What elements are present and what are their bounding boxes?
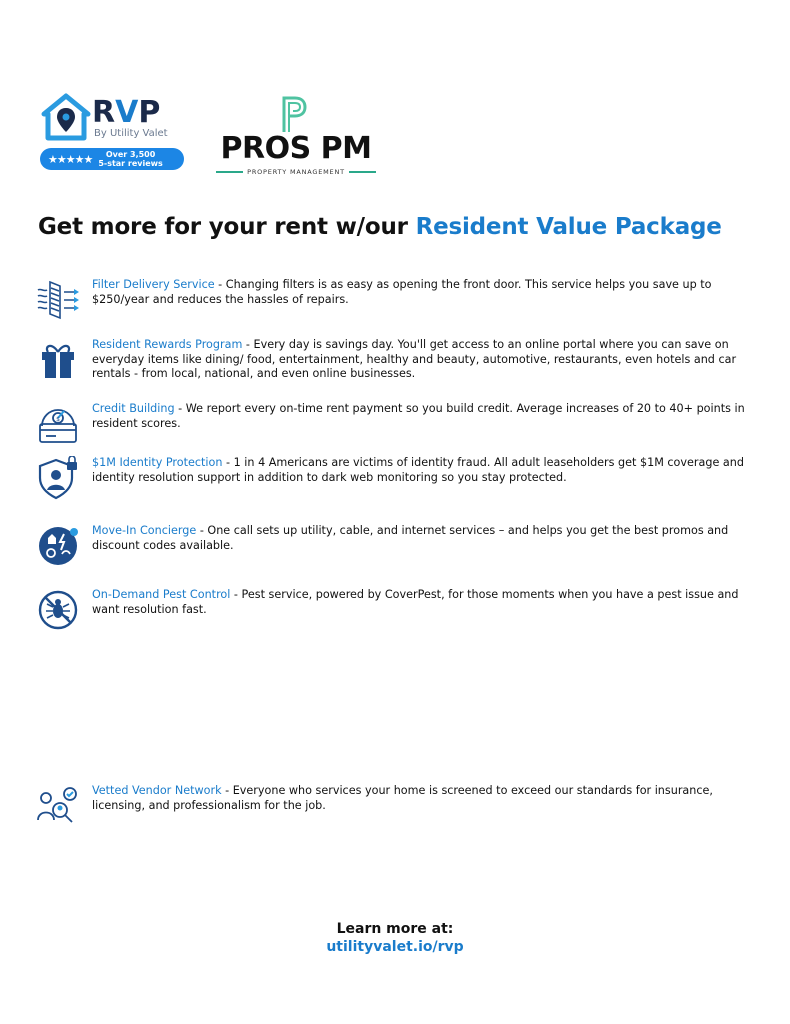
learn-more-label: Learn more at: <box>336 921 454 937</box>
p-monogram-icon <box>278 94 308 134</box>
gift-icon <box>36 338 80 382</box>
feature-description: - Pest service, powered by CoverPest, for those moments when you have a pest issue and want resolution fast. <box>92 588 739 616</box>
rvp-logo <box>40 92 190 182</box>
credit-gauge-icon <box>36 402 80 446</box>
reviews-label: 5-star reviews <box>98 159 163 168</box>
air-filter-icon <box>36 278 80 322</box>
page-title: Get more for your rent w/our Resident Value Package <box>38 214 722 240</box>
feature-title: Vetted Vendor Network <box>92 784 222 797</box>
feature-title: Filter Delivery Service <box>92 278 215 291</box>
feature-description: - Changing filters is as easy as opening the front door. This service helps you save up to $250/year and reduces the hassles of repairs. <box>92 278 712 306</box>
learn-more-link[interactable]: utilityvalet.io/rvp <box>326 939 464 955</box>
feature-title: Credit Building <box>92 402 175 415</box>
no-bugs-icon <box>36 588 80 632</box>
feature-title: Resident Rewards Program <box>92 338 243 351</box>
rvp-wordmark: RVP <box>92 95 161 130</box>
feature-title: On-Demand Pest Control <box>92 588 231 601</box>
feature-description: - Everyone who services your home is screened to exceed our standards for insurance, licensing, and professionalism for the job. <box>92 784 713 812</box>
rvp-byline: By Utility Valet <box>94 128 168 139</box>
house-pin-icon <box>40 92 92 144</box>
feature-title: $1M Identity Protection <box>92 456 223 469</box>
footer <box>0 920 790 956</box>
feature-description: - One call sets up utility, cable, and internet services – and helps you get the best promos and discount codes available. <box>92 524 729 552</box>
pros-pm-subtitle: PROPERTY MANAGEMENT <box>216 168 376 176</box>
svg-text:$: $ <box>56 416 60 423</box>
identity-shield-icon <box>36 456 80 500</box>
star-rating-icon: ★★★★★ <box>48 152 93 166</box>
package-name: Resident Value Package <box>415 214 722 240</box>
pros-pm-wordmark: PROS PM <box>220 131 372 166</box>
reviews-badge <box>40 148 184 170</box>
reviews-count: Over 3,500 <box>105 150 156 159</box>
feature-description: - Every day is savings day. You'll get access to an online portal where you can save on everyday items like dining/ food, entertainment, healthy and beauty, automotive, restaurants, even hotels and car rentals - from local, national, and even online businesses. <box>92 338 737 380</box>
vetted-vendor-icon <box>36 784 80 828</box>
feature-description: - 1 in 4 Americans are victims of identity fraud. All adult leaseholders get $1M coverage and identity resolution support in addition to dark web monitoring so you stay protected. <box>92 456 744 484</box>
feature-description: - We report every on-time rent payment so you build credit. Average increases of 20 to 40+ points in resident scores. <box>92 402 745 430</box>
pros-pm-logo <box>216 94 376 180</box>
utilities-icon <box>36 524 80 568</box>
feature-title: Move-In Concierge <box>92 524 197 537</box>
